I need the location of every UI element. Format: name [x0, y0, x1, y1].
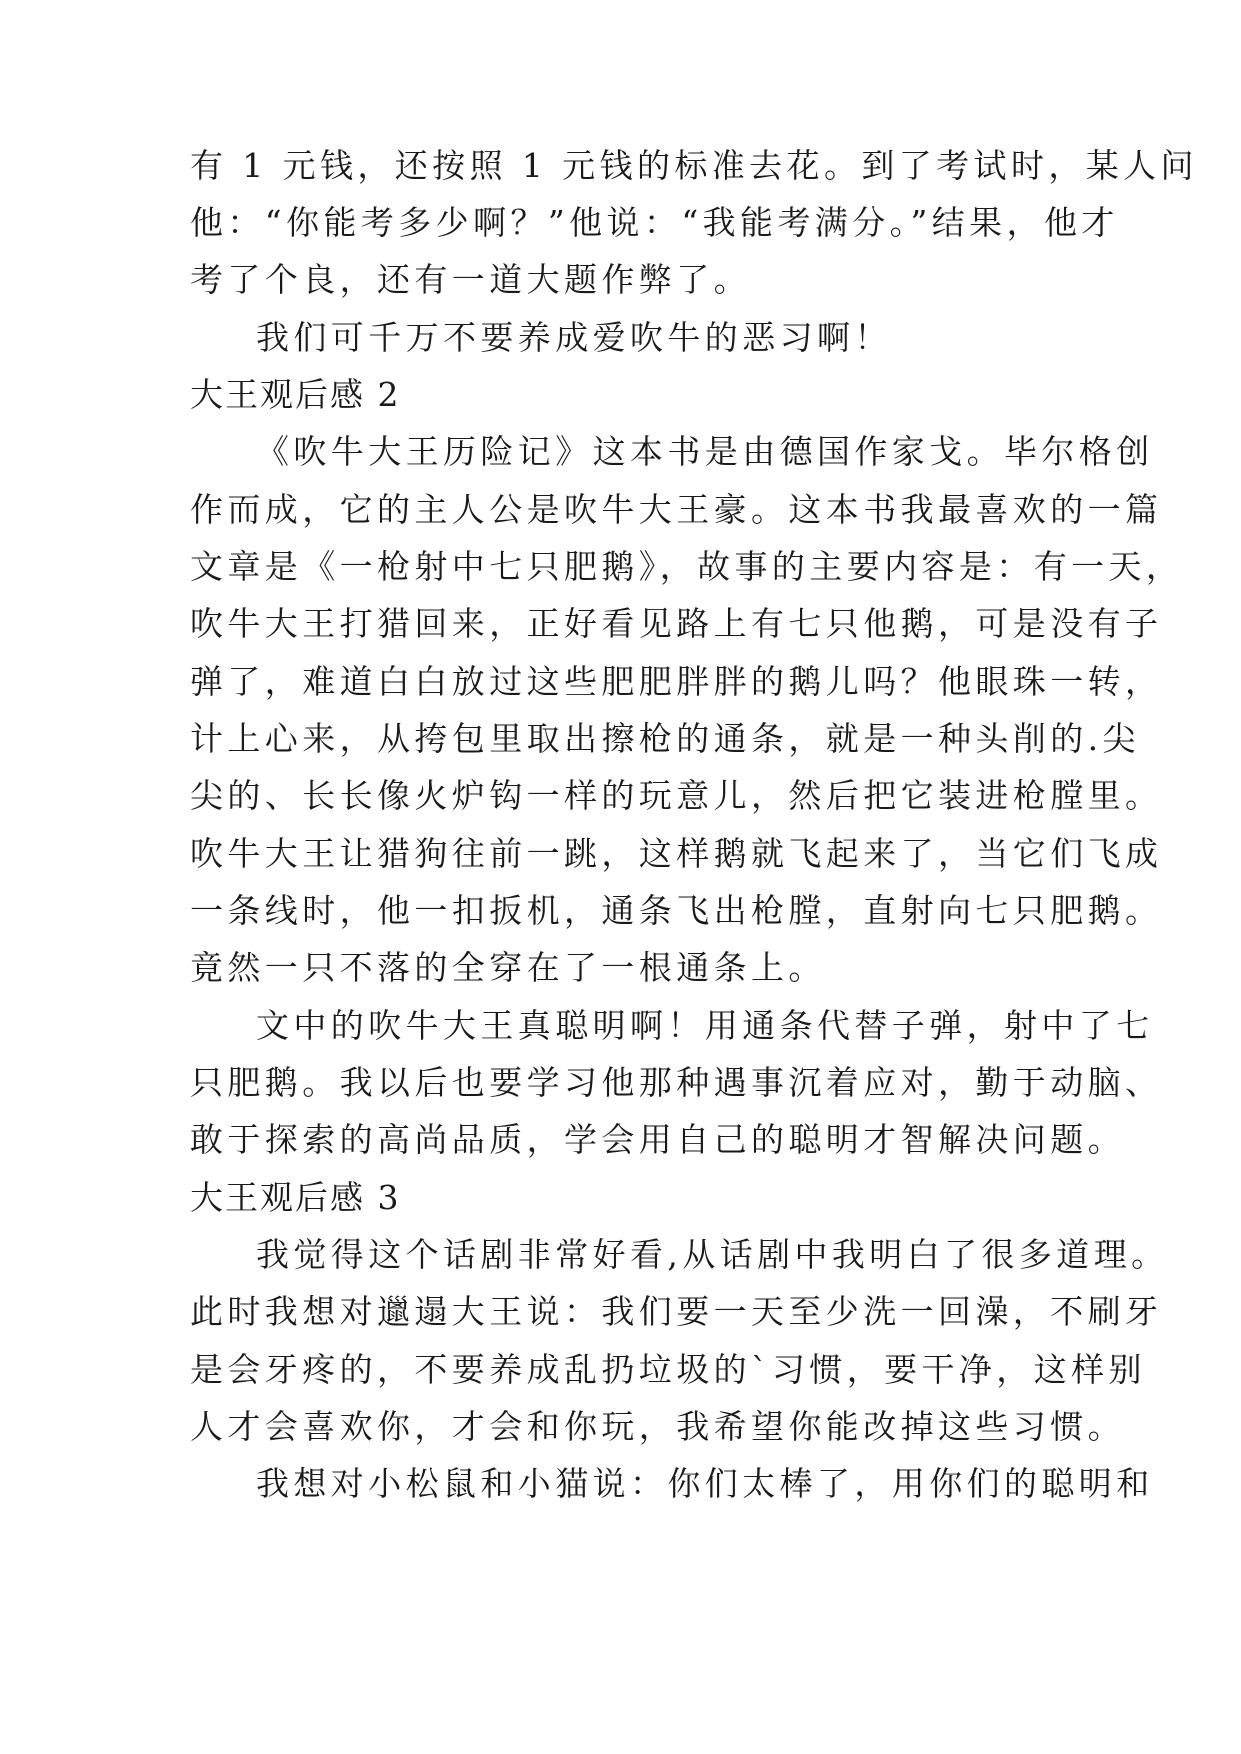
text-line: 吹牛大王打猎回来，正好看见路上有七只他鹅，可是没有子	[190, 604, 1163, 643]
section-heading: 大王观后感 3	[190, 1178, 401, 1217]
text-line: 一条线时，他一扣扳机，通条飞出枪膛，直射向七只肥鹅。	[190, 891, 1163, 930]
text-line: 他：“你能考多少啊？”他说：“我能考满分。”结果，他才	[190, 203, 1119, 242]
text-line: 弹了，难道白白放过这些肥肥胖胖的鹅儿吗？他眼珠一转，	[190, 662, 1163, 701]
text-line: 敢于探索的高尚品质，学会用自己的聪明才智解决问题。	[190, 1120, 1125, 1159]
text-line: 有 1 元钱，还按照 1 元钱的标准去花。到了考试时，某人问	[190, 146, 1198, 185]
text-line: 《吹牛大王历险记》这本书是由德国作家戈。毕尔格创	[256, 432, 1154, 471]
text-line: 文章是《一枪射中七只肥鹅》，故事的主要内容是：有一天，	[190, 547, 1184, 586]
text-line: 我们可千万不要养成爱吹牛的恶习啊！	[256, 318, 892, 357]
text-line: 只肥鹅。我以后也要学习他那种遇事沉着应对，勤于动脑、	[190, 1063, 1163, 1102]
text-line: 计上心来，从挎包里取出擦枪的通条，就是一种头削的.尖	[190, 719, 1140, 758]
text-line: 我想对小松鼠和小猫说：你们太棒了，用你们的聪明和	[256, 1464, 1154, 1503]
text-line: 尖的、长长像火炉钩一样的玩意儿，然后把它装进枪膛里。	[190, 776, 1163, 815]
text-line: 作而成，它的主人公是吹牛大王豪。这本书我最喜欢的一篇	[190, 490, 1163, 529]
text-line: 此时我想对邋遢大王说：我们要一天至少洗一回澡，不刷牙	[190, 1292, 1163, 1331]
text-line: 是会牙疼的，不要养成乱扔垃圾的`习惯，要干净，这样别	[190, 1350, 1146, 1389]
text-line: 竟然一只不落的全穿在了一根通条上。	[190, 948, 826, 987]
text-line: 文中的吹牛大王真聪明啊！用通条代替子弹，射中了七	[256, 1006, 1154, 1045]
text-line: 考了个良，还有一道大题作弊了。	[190, 260, 751, 299]
text-line: 吹牛大王让猎狗往前一跳，这样鹅就飞起来了，当它们飞成	[190, 834, 1163, 873]
section-heading: 大王观后感 2	[190, 375, 401, 414]
text-line: 我觉得这个话剧非常好看,从话剧中我明白了很多道理。	[256, 1235, 1169, 1274]
text-line: 人才会喜欢你，才会和你玩，我希望你能改掉这些习惯。	[190, 1407, 1125, 1446]
